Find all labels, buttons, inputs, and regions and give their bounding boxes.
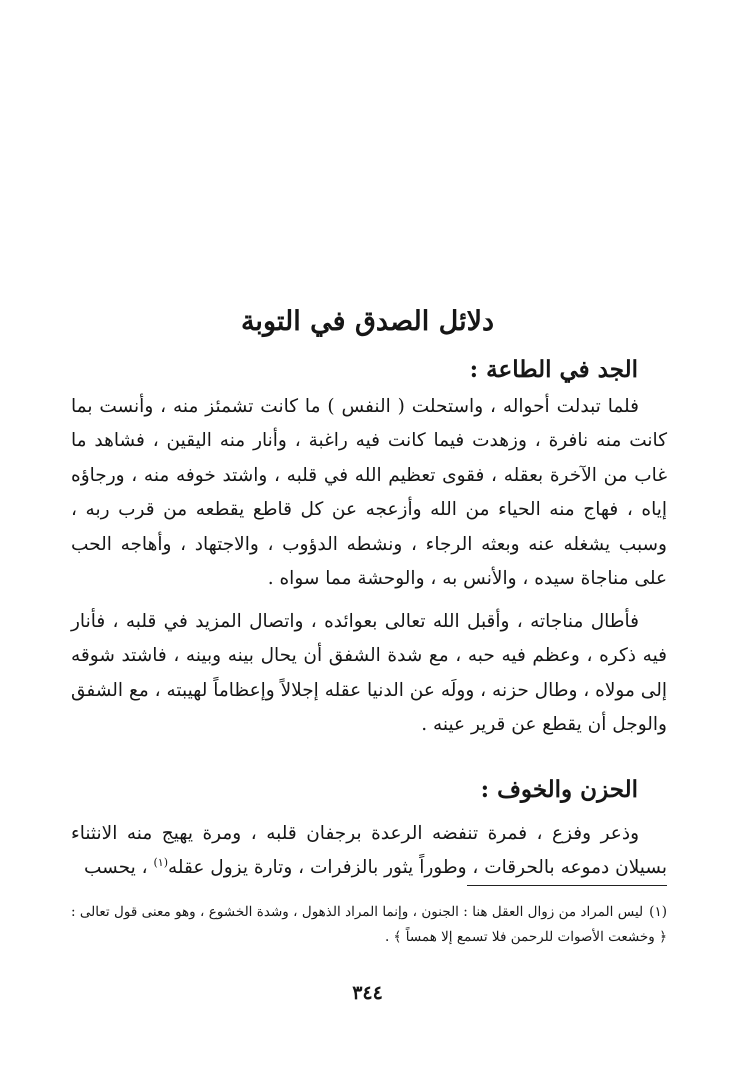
chapter-title: دلائل الصدق في التوبة xyxy=(240,306,495,337)
footnote-number: (١) xyxy=(649,904,667,920)
paragraph-tail: ، يحسب xyxy=(83,857,148,879)
footnote xyxy=(71,900,667,950)
footnote-text: ليس المراد من زوال العقل هنا : الجنون ، وإنما المراد الذهول ، وشدة الخشوع ، وهو معنى قول تعالى : ﴿ وخشعت الأصوات للرحمن فلا تسمع إلا همساً ﴾ . xyxy=(71,904,667,945)
paragraph-text: وذعر وفزع ، فمرة تنفضه الرعدة برجفان قلبه ، ومرة يهيج منه الانثناء بسيلان دموعه بالحرقات ، وطوراً يثور بالزفرات ، وتارة يزول عقله xyxy=(71,823,667,879)
paragraph-text: فلما تبدلت أحواله ، واستحلت ( النفس ) ما كانت تشمئز منه ، وأنست بما كانت منه نافرة ، وزهدت فيما كانت فيه راغبة ، وأنار منه اليقين ، فشاهد ما غاب من الآخرة بعقله ، فقوى تعظيم الله في قلبه ، واشتد خوفه منه ، ورجاؤه إياه ، فهاج منه الحياء من الله وأزعجه عن كل قاطع يقطعه من قرب ربه ، وسبب يشغله عنه وبعثه الرجاء ، ونشطه الدؤوب ، والاجتهاد ، وأهاجه الحب على مناجاة سيده ، والأنس به ، والوحشة مما سواه . xyxy=(71,396,667,590)
paragraph-diligence-1 xyxy=(71,390,667,596)
paragraph-grief-1 xyxy=(71,817,667,886)
page-number: ٣٤٤ xyxy=(352,982,383,1004)
section-heading-grief-fear: الحزن والخوف : xyxy=(480,776,638,803)
footnote-marker[interactable]: (١) xyxy=(153,856,168,870)
paragraph-diligence-2 xyxy=(71,605,667,743)
section-heading-diligence: الجد في الطاعة : xyxy=(469,356,638,383)
paragraph-text: فأطال مناجاته ، وأقبل الله تعالى بعوائده ، واتصال المزيد في قلبه ، فأنار فيه ذكره ، وعظم فيه حبه ، مع شدة الشفق أن يحال بينه وبينه ، فاشتد شوقه إلى مولاه ، وطال حزنه ، وولَه عن الدنيا عقله إجلالاً وإعظاماً لهيبته ، مع الشفق والوجل أن يقطع عن قرير عينه . xyxy=(71,611,667,736)
footnote-divider xyxy=(467,885,667,886)
